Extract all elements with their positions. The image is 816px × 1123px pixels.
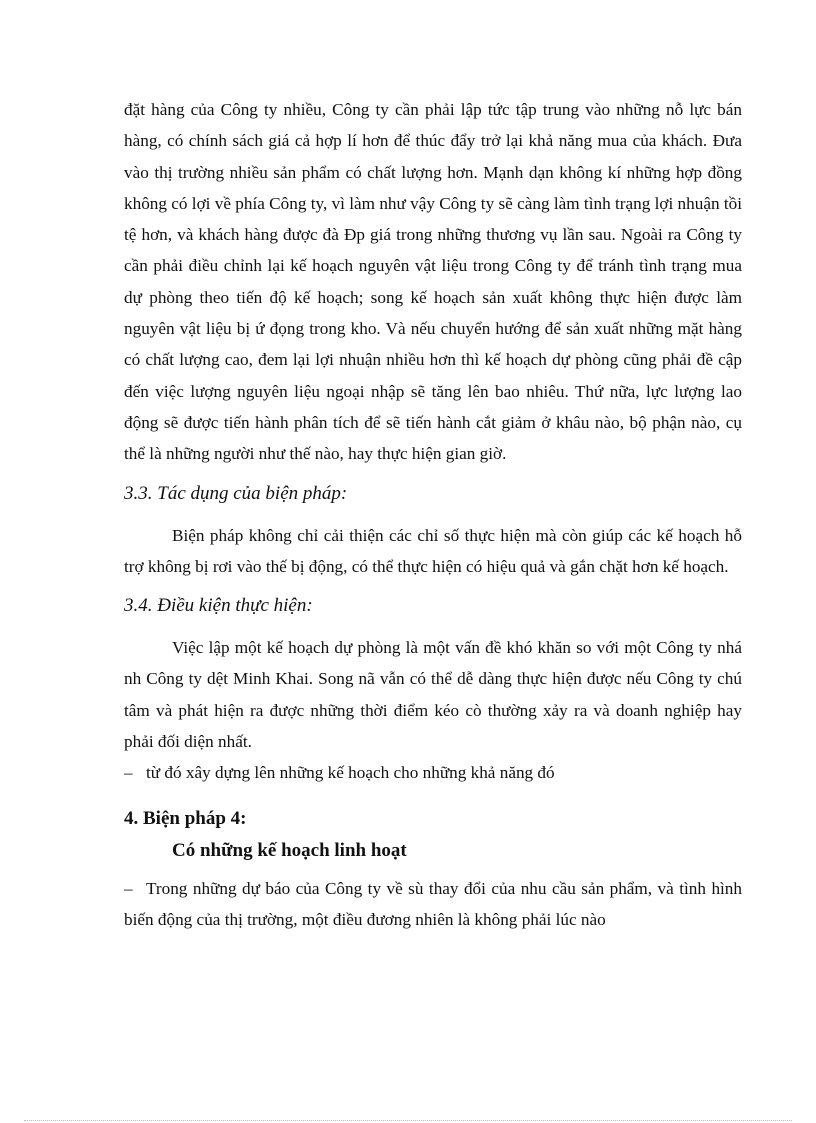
dash-bullet: –: [124, 763, 133, 783]
body-paragraph-1: đặt hàng của Công ty nhiều, Công ty cần phải lập tức tập trung vào những nỗ lực bán hàng, có chính sách giá cả hợp lí hơn để thúc đẩy trở lại khả năng mua của khách. Đưa vào thị trường nhiều sản phẩm có chất lượng hơn. Mạnh dạn không kí những hợp đồng không có lợi về phía Công ty, vì làm như vậy Công ty sẽ càng làm tình trạng lợi nhuận tồi tệ hơn, và khách hàng được đà Đp giá trong những thương vụ lần sau. Ngoài ra Công ty cần phải điều chỉnh lại kế hoạch nguyên vật liệu trong Công ty để tránh tình trạng mua dự phòng theo tiến độ kế hoạch; song kế hoạch sản xuất không thực hiện được làm nguyên vật liệu bị ứ đọng trong kho. Và nếu chuyển hướng để sản xuất những mặt hàng có chất lượng cao, đem lại lợi nhuận nhiều hơn thì kế hoạch dự phòng cũng phải đề cập đến việc lượng nguyên liệu ngoại nhập sẽ tăng lên bao nhiêu. Thứ nữa, lực lượng lao động sẽ được tiến hành phân tích để sẽ tiến hành cắt giảm ở khâu nào, bộ phận nào, cụ thể là những người như thế nào, hay thực hiện gian giờ.: [124, 100, 742, 464]
section-heading-3-3: 3.3. Tác dụng của biện pháp:: [124, 482, 348, 504]
body-paragraph-3: Việc lập một kế hoạch dự phòng là một vấn đề khó khăn so với một Công ty nhá nh Công ty dệt Minh Khai. Song nã vẫn có thể dễ dàng thực hiện được nếu Công ty chú tâm và phát hiện ra được những thời điểm kéo cò thường xảy ra và doanh nghiệp hay phải đối diện nhất.: [124, 638, 742, 752]
dash-bullet: –: [124, 878, 133, 898]
body-paragraph-4: [124, 873, 742, 936]
body-paragraph-2: Biện pháp không chỉ cải thiện các chỉ số thực hiện mà còn giúp các kế hoạch hỗ trợ không bị rơi vào thế bị động, có thể thực hiện có hiệu quả và gắn chặt hơn kế hoạch.: [124, 525, 742, 576]
page-content: [124, 94, 742, 935]
body-paragraph-4-text: Trong những dự báo của Công ty về sù thay đổi của nhu cầu sản phẩm, và tình hình biến động của thị trường, một điều đương nhiên là không phải lúc nào: [124, 878, 742, 929]
dash-item-1: [124, 757, 742, 788]
footer-divider: [24, 1120, 792, 1121]
section-subheading-4: Có những kế hoạch linh hoạt: [172, 839, 407, 861]
dash-item-text: từ đó xây dựng lên những kế hoạch cho những khả năng đó: [146, 763, 555, 783]
section-heading-4: 4. Biện pháp 4:: [124, 807, 247, 829]
section-heading-3-4: 3.4. Điều kiện thực hiện:: [124, 595, 313, 617]
